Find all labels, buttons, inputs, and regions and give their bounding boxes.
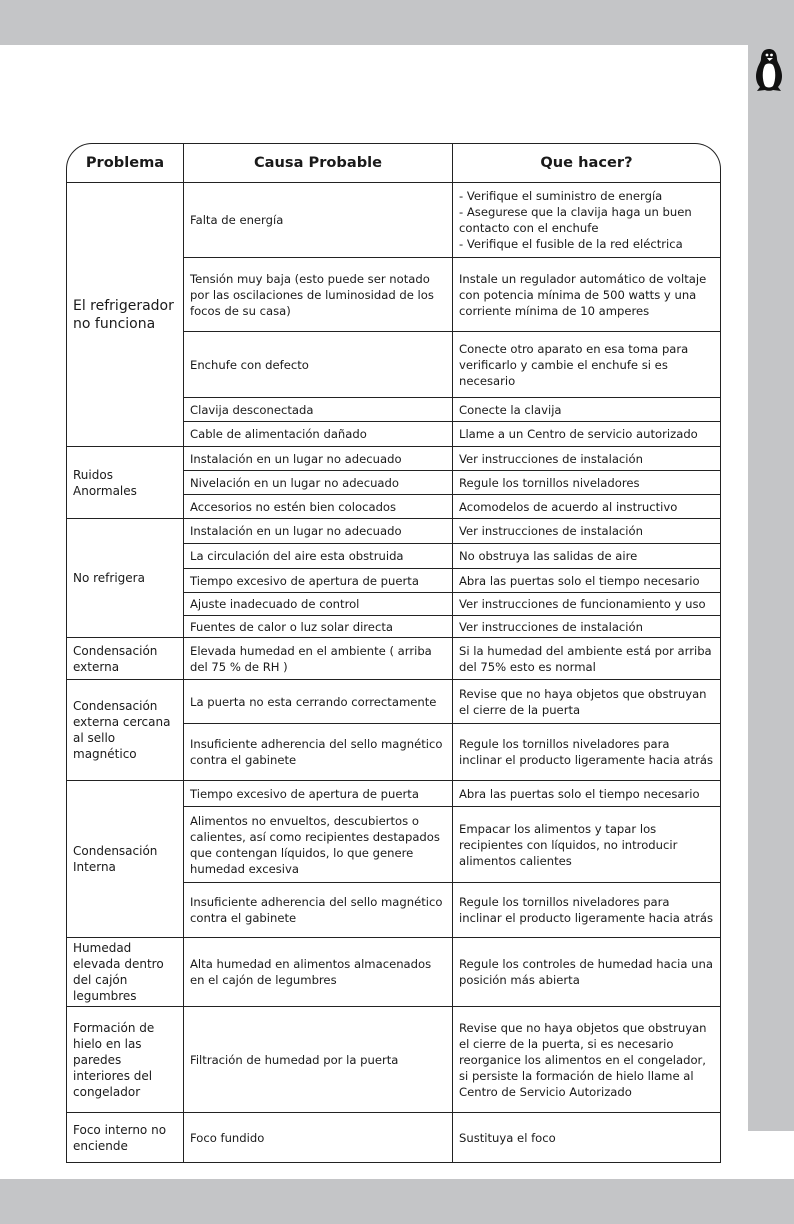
table-row: [66, 1113, 721, 1163]
cause-cell: Instalación en un lugar no adecuado: [184, 519, 453, 544]
action-cell: Regule los tornillos niveladores: [453, 471, 721, 495]
table-row: [66, 680, 721, 724]
action-cell: Abra las puertas solo el tiempo necesario: [453, 569, 721, 593]
action-cell: Ver instrucciones de funcionamiento y uso: [453, 593, 721, 616]
right-gray-band: [748, 45, 794, 1131]
table-header-row: [66, 143, 721, 183]
header-action: Que hacer?: [453, 143, 721, 183]
cause-cell: Falta de energía: [184, 183, 453, 258]
action-cell: Llame a un Centro de servicio autorizado: [453, 422, 721, 447]
action-cell: Ver instrucciones de instalación: [453, 616, 721, 638]
action-cell: Regule los tornillos niveladores para inclinar el producto ligeramente hacia atrás: [453, 724, 721, 781]
table-row: [66, 447, 721, 471]
problem-cell: Condensación externa cercana al sello magnético: [66, 680, 184, 781]
header-problem: Problema: [66, 143, 184, 183]
cause-cell: Insuficiente adherencia del sello magnético contra el gabinete: [184, 883, 453, 938]
cause-cell: Alta humedad en alimentos almacenados en el cajón de legumbres: [184, 938, 453, 1007]
cause-cell: Elevada humedad en el ambiente ( arriba del 75 % de RH ): [184, 638, 453, 680]
action-cell: Ver instrucciones de instalación: [453, 447, 721, 471]
cause-cell: Fuentes de calor o luz solar directa: [184, 616, 453, 638]
action-cell: Acomodelos de acuerdo al instructivo: [453, 495, 721, 519]
action-cell: Sustituya el foco: [453, 1113, 721, 1163]
action-cell: Conecte otro aparato en esa toma para verificarlo y cambie el enchufe si es necesario: [453, 332, 721, 398]
cause-cell: La puerta no esta cerrando correctamente: [184, 680, 453, 724]
action-cell: Instale un regulador automático de voltaje con potencia mínima de 500 watts y una corriente mínima de 10 amperes: [453, 258, 721, 332]
table-row: [66, 1007, 721, 1113]
cause-cell: Tiempo excesivo de apertura de puerta: [184, 781, 453, 807]
table-body: [66, 183, 721, 1163]
problem-cell: Foco interno no enciende: [66, 1113, 184, 1163]
action-cell: Regule los controles de humedad hacia una posición más abierta: [453, 938, 721, 1007]
table-row: [66, 781, 721, 807]
action-cell: Empacar los alimentos y tapar los recipientes con líquidos, no introducir alimentos calientes: [453, 807, 721, 883]
problem-cell: Condensación Interna: [66, 781, 184, 938]
cause-cell: La circulación del aire esta obstruida: [184, 544, 453, 569]
action-cell: - Verifique el suministro de energía - Asegurese que la clavija haga un buen contacto con el enchufe - Verifique el fusible de la red eléctrica: [453, 183, 721, 258]
cause-cell: Instalación en un lugar no adecuado: [184, 447, 453, 471]
problem-cell: El refrigerador no funciona: [66, 183, 184, 447]
action-cell: Revise que no haya objetos que obstruyan el cierre de la puerta, si es necesario reorganice los alimentos en el congelador, si persiste la formación de hielo llame al Centro de Servicio Autorizado: [453, 1007, 721, 1113]
cause-cell: Nivelación en un lugar no adecuado: [184, 471, 453, 495]
cause-cell: Accesorios no estén bien colocados: [184, 495, 453, 519]
penguin-icon: [750, 44, 788, 94]
action-cell: Conecte la clavija: [453, 398, 721, 422]
cause-cell: Enchufe con defecto: [184, 332, 453, 398]
cause-cell: Filtración de humedad por la puerta: [184, 1007, 453, 1113]
table-row: [66, 183, 721, 258]
problem-cell: Formación de hielo en las paredes interiores del congelador: [66, 1007, 184, 1113]
action-cell: Revise que no haya objetos que obstruyan el cierre de la puerta: [453, 680, 721, 724]
action-cell: Abra las puertas solo el tiempo necesario: [453, 781, 721, 807]
table-row: [66, 519, 721, 544]
cause-cell: Ajuste inadecuado de control: [184, 593, 453, 616]
action-cell: Ver instrucciones de instalación: [453, 519, 721, 544]
cause-cell: Clavija desconectada: [184, 398, 453, 422]
top-gray-band: [0, 0, 794, 45]
problem-cell: Condensación externa: [66, 638, 184, 680]
troubleshooting-table: [66, 143, 721, 1163]
problem-cell: Humedad elevada dentro del cajón legumbres: [66, 938, 184, 1007]
cause-cell: Tiempo excesivo de apertura de puerta: [184, 569, 453, 593]
action-cell: Regule los tornillos niveladores para inclinar el producto ligeramente hacia atrás: [453, 883, 721, 938]
table-row: [66, 938, 721, 1007]
action-cell: Si la humedad del ambiente está por arriba del 75% esto es normal: [453, 638, 721, 680]
problem-cell: No refrigera: [66, 519, 184, 638]
table-row: [66, 638, 721, 680]
cause-cell: Cable de alimentación dañado: [184, 422, 453, 447]
header-cause: Causa Probable: [184, 143, 453, 183]
cause-cell: Tensión muy baja (esto puede ser notado por las oscilaciones de luminosidad de los focos de su casa): [184, 258, 453, 332]
bottom-gray-band: [0, 1179, 794, 1224]
cause-cell: Foco fundido: [184, 1113, 453, 1163]
problem-cell: Ruidos Anormales: [66, 447, 184, 519]
cause-cell: Alimentos no envueltos, descubiertos o calientes, así como recipientes destapados que contengan líquidos, lo que genere humedad excesiva: [184, 807, 453, 883]
action-cell: No obstruya las salidas de aire: [453, 544, 721, 569]
cause-cell: Insuficiente adherencia del sello magnético contra el gabinete: [184, 724, 453, 781]
